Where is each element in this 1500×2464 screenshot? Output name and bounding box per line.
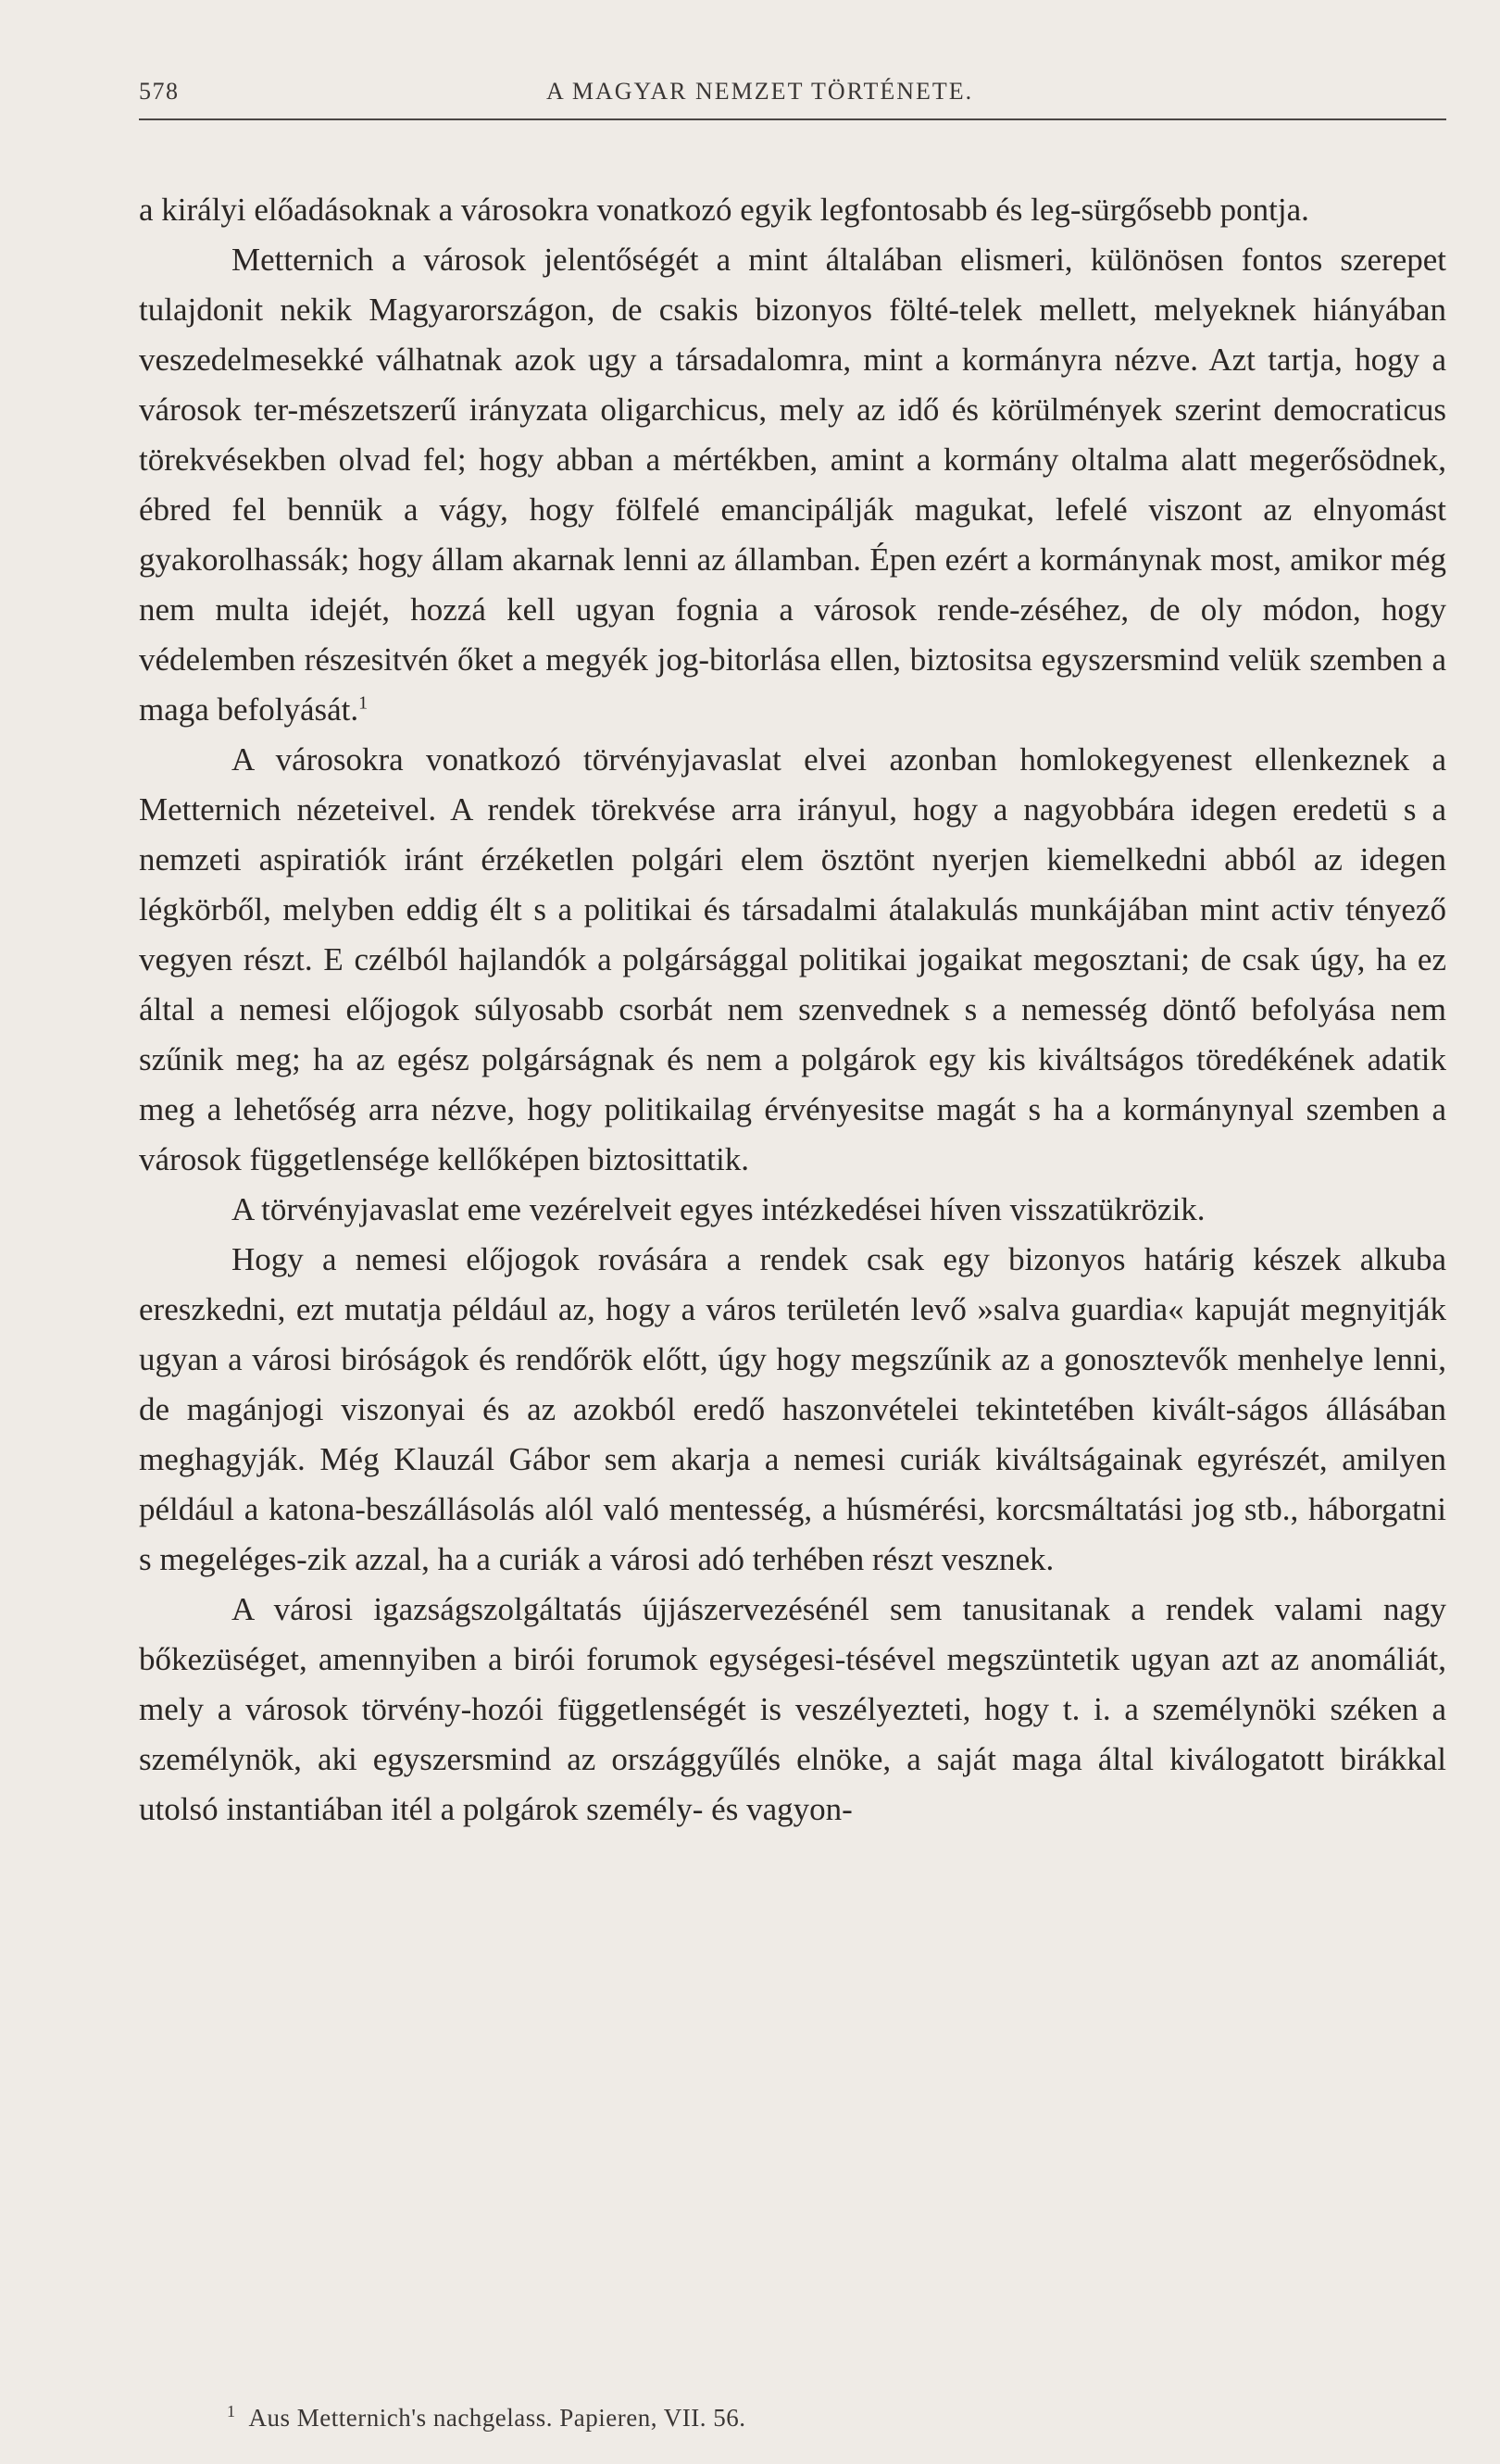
footnote <box>227 2402 1338 2433</box>
paragraph: Metternich a városok jelentőségét a mint általában elismeri, különösen fontos szerepet tulajdonit nekik Magyarországon, de csakis bizonyos fölté-telek mellett, melyeknek hiányában veszedelmesekké válhatnak azok ugy a társadalomra, mint a kormányra nézve. Azt tartja, hogy a városok ter-mészetszerű irányzata oligarchicus, mely az idő és körülmények szerint democraticus törekvésekben olvad fel; hogy abban a mértékben, amint a kormány oltalma alatt megerősödnek, ébred fel bennük a vágy, hogy fölfelé emancipálják magukat, lefelé viszont az elnyomást gyakorolhassák; hogy állam akarnak lenni az államban. Épen ezért a kormánynak most, amikor még nem multa idejét, hozzá kell ugyan fognia a városok rende-zéséhez, de oly módon, hogy védelemben részesitvén őket a megyék jog-bitorlása ellen, biztositsa egyszersmind velük szemben a maga befolyását.$^1$ <box>139 242 1446 728</box>
body-text <box>139 185 1446 1835</box>
paragraph: A törvényjavaslat eme vezérelveit egyes intézkedései híven visszatükrözik. <box>231 1191 1206 1227</box>
header-rule <box>139 118 1446 120</box>
footnote-text: Aus Metternich's nachgelass. Papieren, VII. 56. <box>248 2404 746 2432</box>
paragraph: Hogy a nemesi előjogok rovására a rendek csak egy bizonyos határig készek alkuba ereszkedni, ezt mutatja például az, hogy a város területén levő »salva guardia« kapuját megnyitják ugyan a városi biróságok és rendőrök előtt, úgy hogy megszűnik az a gonosztevők menhelye lenni, de magánjogi viszonyai és az azokból eredő haszonvételei tekintetében kivált-ságos állásában meghagyják. Még Klauzál Gábor sem akarja a nemesi curiák kiváltságainak egyrészét, amilyen például a katona-beszállásolás alól való mentesség, a húsmérési, korcsmáltatási jog stb., háborgatni s megeléges-zik azzal, ha a curiák a városi adó terhében részt vesznek. <box>139 1241 1446 1577</box>
page-number: 578 <box>139 78 180 105</box>
running-title: A MAGYAR NEMZET TÖRTÉNETE. <box>546 78 974 105</box>
footnote-reference: 1 <box>358 692 369 714</box>
running-header <box>139 78 1444 115</box>
paragraph: A városi igazságszolgáltatás újjászervezésénél sem tanusitanak a rendek valami nagy bőkezüséget, amennyiben a birói forumok egységesi-tésével megszüntetik ugyan azt az anomáliát, mely a városok törvény-hozói függetlenségét is veszélyezteti, hogy t. i. a személynöki széken a személynök, aki egyszersmind az országgyűlés elnöke, a saját maga által kiválogatott birákkal utolsó instantiában itél a polgárok személy- és vagyon- <box>139 1591 1446 1827</box>
paragraph: a királyi előadásoknak a városokra vonatkozó egyik legfontosabb és leg-sürgősebb pontja. <box>139 192 1309 228</box>
paragraph: A városokra vonatkozó törvényjavaslat elvei azonban homlokegyenest ellenkeznek a Metternich nézeteivel. A rendek törekvése arra irányul, hogy a nagyobbára idegen eredetü s a nemzeti aspiratiók iránt érzéketlen polgári elem ösztönt nyerjen kiemelkedni abból az idegen légkörből, melyben eddig élt s a politikai és társadalmi átalakulás munkájában mint activ tényező vegyen részt. E czélból hajlandók a polgársággal politikai jogaikat megosztani; de csak úgy, ha ez által a nemesi előjogok súlyosabb csorbát nem szenvednek s a nemesség döntő befolyása nem szűnik meg; ha az egész polgárságnak és nem a polgárok egy kis kiváltságos töredékének adatik meg a lehetőség arra nézve, hogy politikailag érvényesitse magát s ha a kormánynyal szemben a városok függetlensége kellőképen biztosittatik. <box>139 741 1446 1177</box>
footnote-mark: 1 <box>227 2402 236 2420</box>
